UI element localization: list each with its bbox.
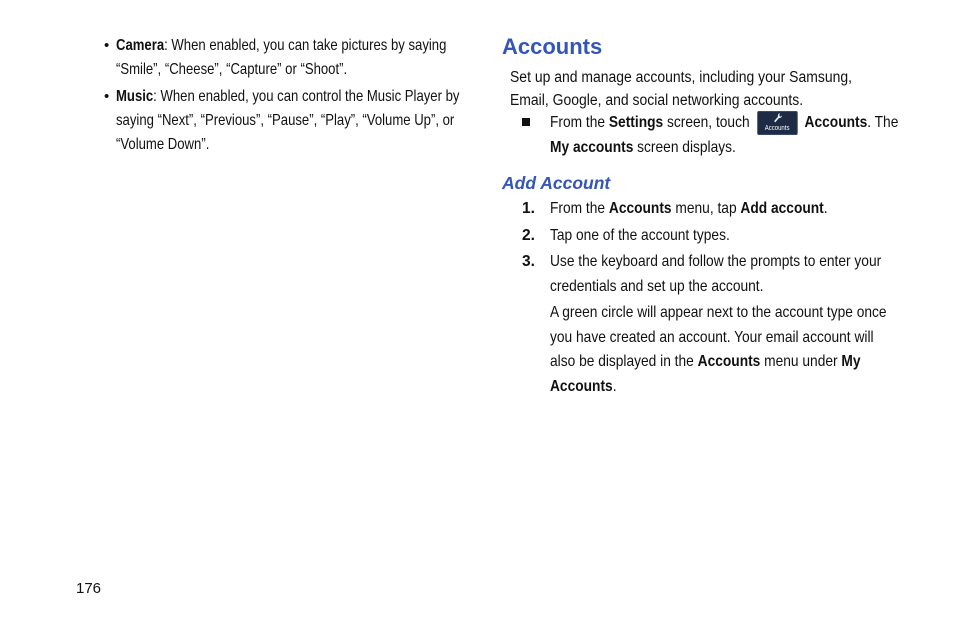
step-number: 2.	[522, 226, 535, 244]
term-camera: Camera	[116, 37, 165, 54]
list-item: 1. From the Accounts menu, tap Add account.	[522, 197, 922, 222]
list-item: • Music: When enabled, you can control the Music Player by saying “Next”, “Previous”, “Pause”, “Play”, “Volume Up”, or “Volume Down”.	[104, 85, 464, 157]
section-title: Accounts	[502, 34, 603, 59]
list-item: 2. Tap one of the account types.	[522, 224, 922, 249]
list-item: • Camera: When enabled, you can take pictures by saying “Smile”, “Cheese”, “Capture” or “Shoot”.	[104, 34, 464, 82]
list-item: 3. Use the keyboard and follow the prompts to enter your credentials and set up the account.	[522, 250, 922, 299]
step-number: 3.	[522, 253, 535, 270]
steps-list	[522, 197, 922, 399]
page-number: 176	[76, 580, 102, 597]
square-bullet	[522, 118, 530, 126]
bullet-dot: •	[104, 37, 110, 54]
step-note: A green circle will appear next to the account type once you have created an account. Your email account will also be displayed in the Accounts menu under My Accounts.	[550, 304, 887, 395]
bullet-dot: •	[104, 88, 110, 105]
left-column	[104, 34, 464, 160]
step-number: 1.	[522, 200, 535, 217]
accounts-button-icon: Accounts	[757, 111, 797, 135]
wrench-icon	[772, 112, 782, 124]
subsection-title: Add Account	[502, 173, 611, 193]
section-intro: Set up and manage accounts, including your Samsung, Email, Google, and social networking accounts.	[510, 69, 852, 109]
term-music: Music	[116, 88, 154, 105]
manual-page: • Camera: When enabled, you can take pictures by saying “Smile”, “Cheese”, “Capture” or “Shoot”. • Music: When enabled, you can control the Music Player by saying “Next”, “Previous”, “Pause”, “Play”, “Volume Up”, or “Volume Down”. Accounts Set up and manage accounts, including your Samsung, Email, Google, and social networking accounts. From the Settings screen, touch Accounts Accounts. The My accounts screen displays. Add Account 1. From the Accounts menu, tap Add account. 2. Tap one of the account types. 3. Use the keyboard and follow the prompts to enter your credentials and set up the account. A green circle will appear next to the account type once you have created an account. Your email account will also be displayed in the Accounts menu under My Accounts. 176	[0, 0, 954, 636]
